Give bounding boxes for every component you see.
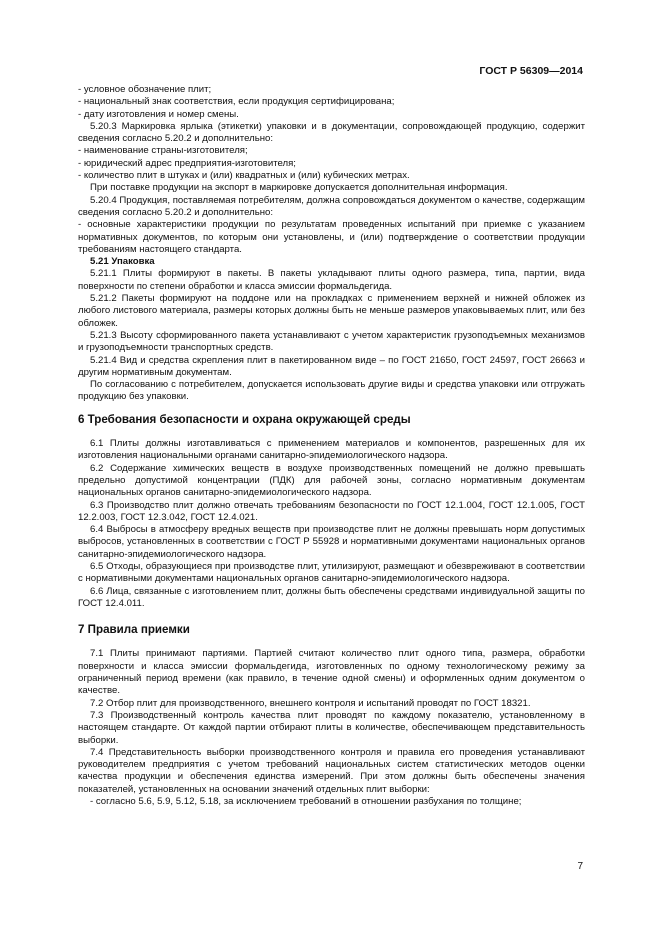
paragraph: 6.1 Плиты должны изготавливаться с применением материалов и компонентов, разрешенных для их изготовления национальными органами санитарно-эпидемиологического надзора. <box>78 438 585 462</box>
paragraph: 5.21.2 Пакеты формируют на поддоне или на прокладках с применением верхней и нижней обложек из любого листового материала, размеры которых должны быть не меньше размеров упаковываемых плит, или без обложек. <box>78 293 585 329</box>
paragraph: 7.1 Плиты принимают партиями. Партией считают количество плит одного типа, размера, обработки поверхности и класса эмиссии формальдегида, изготовленных по одному технологическому режиму за ограниченный период времени (как правило, в течение одной смены) и оформленных одним документом о качестве. <box>78 648 585 697</box>
page-number: 7 <box>577 861 583 872</box>
document-code: ГОСТ Р 56309—2014 <box>479 65 583 77</box>
subsection-heading: 5.21 Упаковка <box>90 256 155 268</box>
paragraph: 6.6 Лица, связанные с изготовлением плит, должны быть обеспечены средствами индивидуальной защиты по ГОСТ 12.4.011. <box>78 585 585 609</box>
section-heading: 7 Правила приемки <box>78 623 190 637</box>
paragraph: 6.3 Производство плит должно отвечать требованиям безопасности по ГОСТ 12.1.004, ГОСТ 12.1.005, ГОСТ 12.2.003, ГОСТ 12.3.042, ГОСТ 12.4.021. <box>78 499 585 523</box>
paragraph: 7.3 Производственный контроль качества плит проводят по каждому показателю, установленному в настоящем стандарте. От каждой партии отбирают плиты в количестве, обеспечивающем представительность выборки. <box>78 709 585 746</box>
paragraph: - количество плит в штуках и (или) квадратных и (или) кубических метрах. <box>78 170 410 182</box>
paragraph: 5.21.3 Высоту сформированного пакета устанавливают с учетом характеристик грузоподъемных механизмов и грузоподъемности транспортных средств. <box>78 329 585 354</box>
paragraph: 5.20.4 Продукция, поставляемая потребителям, должна сопровождаться документом о качестве, содержащим сведения согласно 5.20.2 и дополнительно: <box>78 194 585 218</box>
paragraph: 7.4 Представительность выборки производственного контроля и правила его проведения устанавливают руководителем предприятия с учетом требований национальных систем статистических методов оценки качества продукции и обеспечения единства измерений. При этом должны быть обеспечены значения показателей, установленных на основании значений отдельных плит выборки: <box>78 746 585 795</box>
paragraph: - национальный знак соответствия, если продукция сертифицирована; <box>78 96 395 108</box>
paragraph: 5.20.3 Маркировка ярлыка (этикетки) упаковки и в документации, сопровождающей продукцию, содержит сведения согласно 5.20.2 и дополнительно: <box>78 120 585 145</box>
paragraph: 5.21.4 Вид и средства скрепления плит в пакетированном виде – по ГОСТ 21650, ГОСТ 24597, ГОСТ 26663 и другим нормативным документам. <box>78 354 585 378</box>
paragraph: - дату изготовления и номер смены. <box>78 108 239 120</box>
paragraph: При поставке продукции на экспорт в маркировке допускается дополнительная информация. <box>90 182 508 194</box>
paragraph: - юридический адрес предприятия-изготовителя; <box>78 157 296 169</box>
paragraph: 6.2 Содержание химических веществ в воздухе производственных помещений не должно превышать предельно допустимой концентрации (ПДК) для рабочей зоны, согласно нормативным документам национальных органов санитарно-эпидемиологического надзора. <box>78 462 585 499</box>
paragraph: - наименование страны-изготовителя; <box>78 145 248 157</box>
paragraph: 5.21.1 Плиты формируют в пакеты. В пакеты укладывают плиты одного размера, типа, партии, вида поверхности по степени обработки и класса эмиссии формальдегида. <box>78 268 585 292</box>
paragraph: 7.2 Отбор плит для производственного, внешнего контроля и испытаний проводят по ГОСТ 18321. <box>90 697 531 709</box>
document-body <box>78 84 585 808</box>
paragraph: По согласованию с потребителем, допускается использовать другие виды и средства упаковки или отгружать продукцию без упаковки. <box>78 379 585 403</box>
paragraph: 6.4 Выбросы в атмосферу вредных веществ при производстве плит не должны превышать норм допустимых выбросов, установленных в соответствии с ГОСТ Р 55928 и нормативными документами национальных органов санитарно-эпидемиологического надзора. <box>78 524 585 560</box>
paragraph: - условное обозначение плит; <box>78 84 212 95</box>
paragraph: - основные характеристики продукции по результатам проведенных испытаний при приемке с указанием нормативных документов, по которым они установлены, и (или) подтверждение о соответствии продукции требованиям настоящего стандарта. <box>78 219 585 255</box>
paragraph: 6.5 Отходы, образующиеся при производстве плит, утилизируют, размещают и обезвреживают в соответствии с нормативными документами национальных органов санитарно-эпидемиологического надзора. <box>78 560 585 585</box>
section-heading: 6 Требования безопасности и охрана окружающей среды <box>78 412 411 426</box>
paragraph: - согласно 5.6, 5.9, 5.12, 5.18, за исключением требований в отношении разбухания по толщине; <box>90 796 522 808</box>
